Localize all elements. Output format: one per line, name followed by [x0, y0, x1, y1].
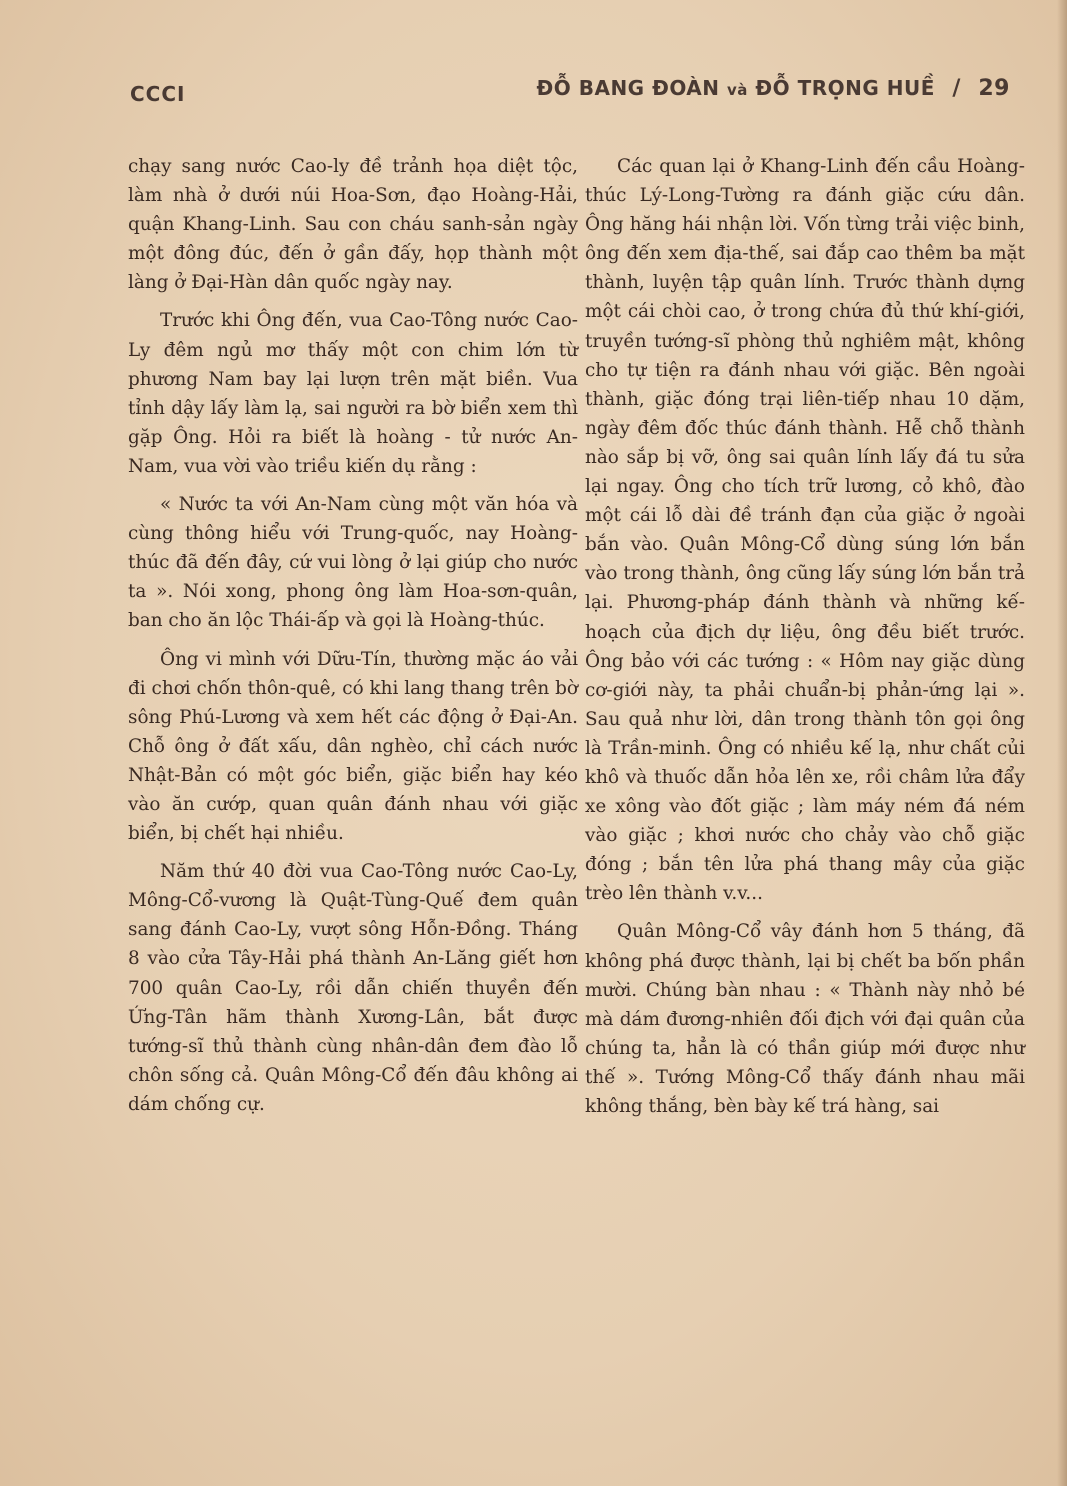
paragraph: Các quan lại ở Khang-Linh đến cầu Hoàng-thúc Lý-Long-Tường ra đánh giặc cứu dân. Ông hăng hái nhận lời. Vốn từng trải việc binh, ông đến xem địa-thế, sai đắp cao thêm ba mặt thành, luyện tập quân lính. Trước thành dựng một cái chòi cao, ở trong chứa đủ thứ khí-giới, truyền tướng-sĩ phòng thủ nghiêm mật, không cho tự tiện ra đánh nhau với giặc. Bên ngoài thành, giặc đóng trại liên-tiếp nhau 10 dặm, ngày đêm đốc thúc đánh thành. Hễ chỗ thành nào sắp bị vỡ, ông sai quân lính lấy đá tu sửa lại ngay. Ông cho tích trữ lương, cỏ khô, đào một cái lỗ dài đề tránh đạn của giặc ở ngoài bắn vào. Quân Mông-Cổ dùng súng lớn bắn vào trong thành, ông cũng lấy súng lớn bắn trả lại. Phương-pháp đánh thành và những kế-hoạch của địch dự liệu, ông đều biết trước. Ông bảo với các tướng : « Hôm nay giặc dùng cơ-giới này, ta phải chuẩn-bị phản-ứng lại ». Sau quả như lời, dân trong thành tôn gọi ông là Trần-minh. Ông có nhiều kế lạ, như chất củi khô và thuốc dẫn hỏa lên xe, rồi châm lửa đẩy xe xông vào đốt giặc ; làm máy ném đá ném vào giặc ; khơi nước cho chảy vào chỗ giặc đóng ; bắn tên lửa phá thang mây của giặc trèo lên thành v.v...: [585, 156, 1025, 905]
paragraph: Quân Mông-Cổ vây đánh hơn 5 tháng, đã không phá được thành, lại bị chết ba bốn phần mười. Chúng bàn nhau : « Thành này nhỏ bé mà dám đương-nhiên đối địch với đại quân của chúng ta, hẳn là có thần giúp mới được như thế ». Tướng Mông-Cổ thấy đánh nhau mãi không thắng, bèn bày kế trá hàng, sai: [585, 921, 1025, 1117]
paragraph: Trước khi Ông đến, vua Cao-Tông nước Cao-Ly đêm ngủ mơ thấy một con chim lớn từ phương Nam bay lại lượn trên mặt biền. Vua tỉnh dậy lấy làm lạ, sai người ra bờ biển xem thì gặp Ông. Hỏi ra biết là hoàng - tử nước An-Nam, vua vời vào triều kiến dụ rằng :: [128, 310, 578, 477]
header-separator: /: [952, 76, 961, 101]
paragraph: Ông vi mình với Dữu-Tín, thường mặc áo vải đi chơi chốn thôn-quê, có khi lang thang trên bờ sông Phú-Lương và xem hết các động ở Đại-An. Chỗ ông ở đất xấu, dân nghèo, chỉ cách nước Nhật-Bản có một góc biển, giặc biển hay kéo vào ăn cướp, quan quân đánh nhau với giặc biển, bị chết hại nhiều.: [128, 648, 578, 845]
author-connector: và: [726, 81, 748, 99]
author-1: ĐỖ BANG ĐOÀN: [536, 76, 720, 100]
paragraph: « Nước ta với An-Nam cùng một văn hóa và cùng thông hiểu với Trung-quốc, nay Hoàng-thúc đã đến đây, cứ vui lòng ở lại giúp cho nước ta ». Nói xong, phong ông làm Hoa-sơn-quân, ban cho ăn lộc Thái-ấp và gọi là Hoàng-thúc.: [128, 494, 578, 632]
page-number: 29: [978, 76, 1010, 101]
paragraph: chạy sang nước Cao-ly đề trảnh họa diệt tộc, làm nhà ở dưới núi Hoa-Sơn, đạo Hoàng-Hải, quận Khang-Linh. Sau con cháu sanh-sản ngày một đông đúc, đến ở gần đấy, họp thành một làng ở Đại-Hàn dân quốc ngày nay.: [128, 156, 578, 294]
left-text-column: [128, 152, 578, 1128]
page-edge-shadow: [1057, 0, 1067, 1486]
header-title: [537, 76, 1011, 101]
right-text-column: [585, 152, 1025, 1130]
running-header: [130, 74, 1010, 114]
author-2: ĐỖ TRỌNG HUỀ: [755, 76, 935, 100]
paragraph: Năm thứ 40 đời vua Cao-Tông nước Cao-Ly, Mông-Cổ-vương là Quật-Tùng-Quế đem quân sang đánh Cao-Ly, vượt sông Hỗn-Đồng. Tháng 8 vào cửa Tây-Hải phá thành An-Lăng giết hơn 700 quân Cao-Ly, rồi dẫn chiến thuyền đến Ứng-Tân hãm thành Xương-Lân, bắt được tướng-sĩ thủ thành cùng nhân-dân đem đào lỗ chôn sống cả. Quân Mông-Cổ đến đâu không ai dám chống cự.: [128, 861, 578, 1115]
section-number: CCCI: [130, 82, 186, 106]
